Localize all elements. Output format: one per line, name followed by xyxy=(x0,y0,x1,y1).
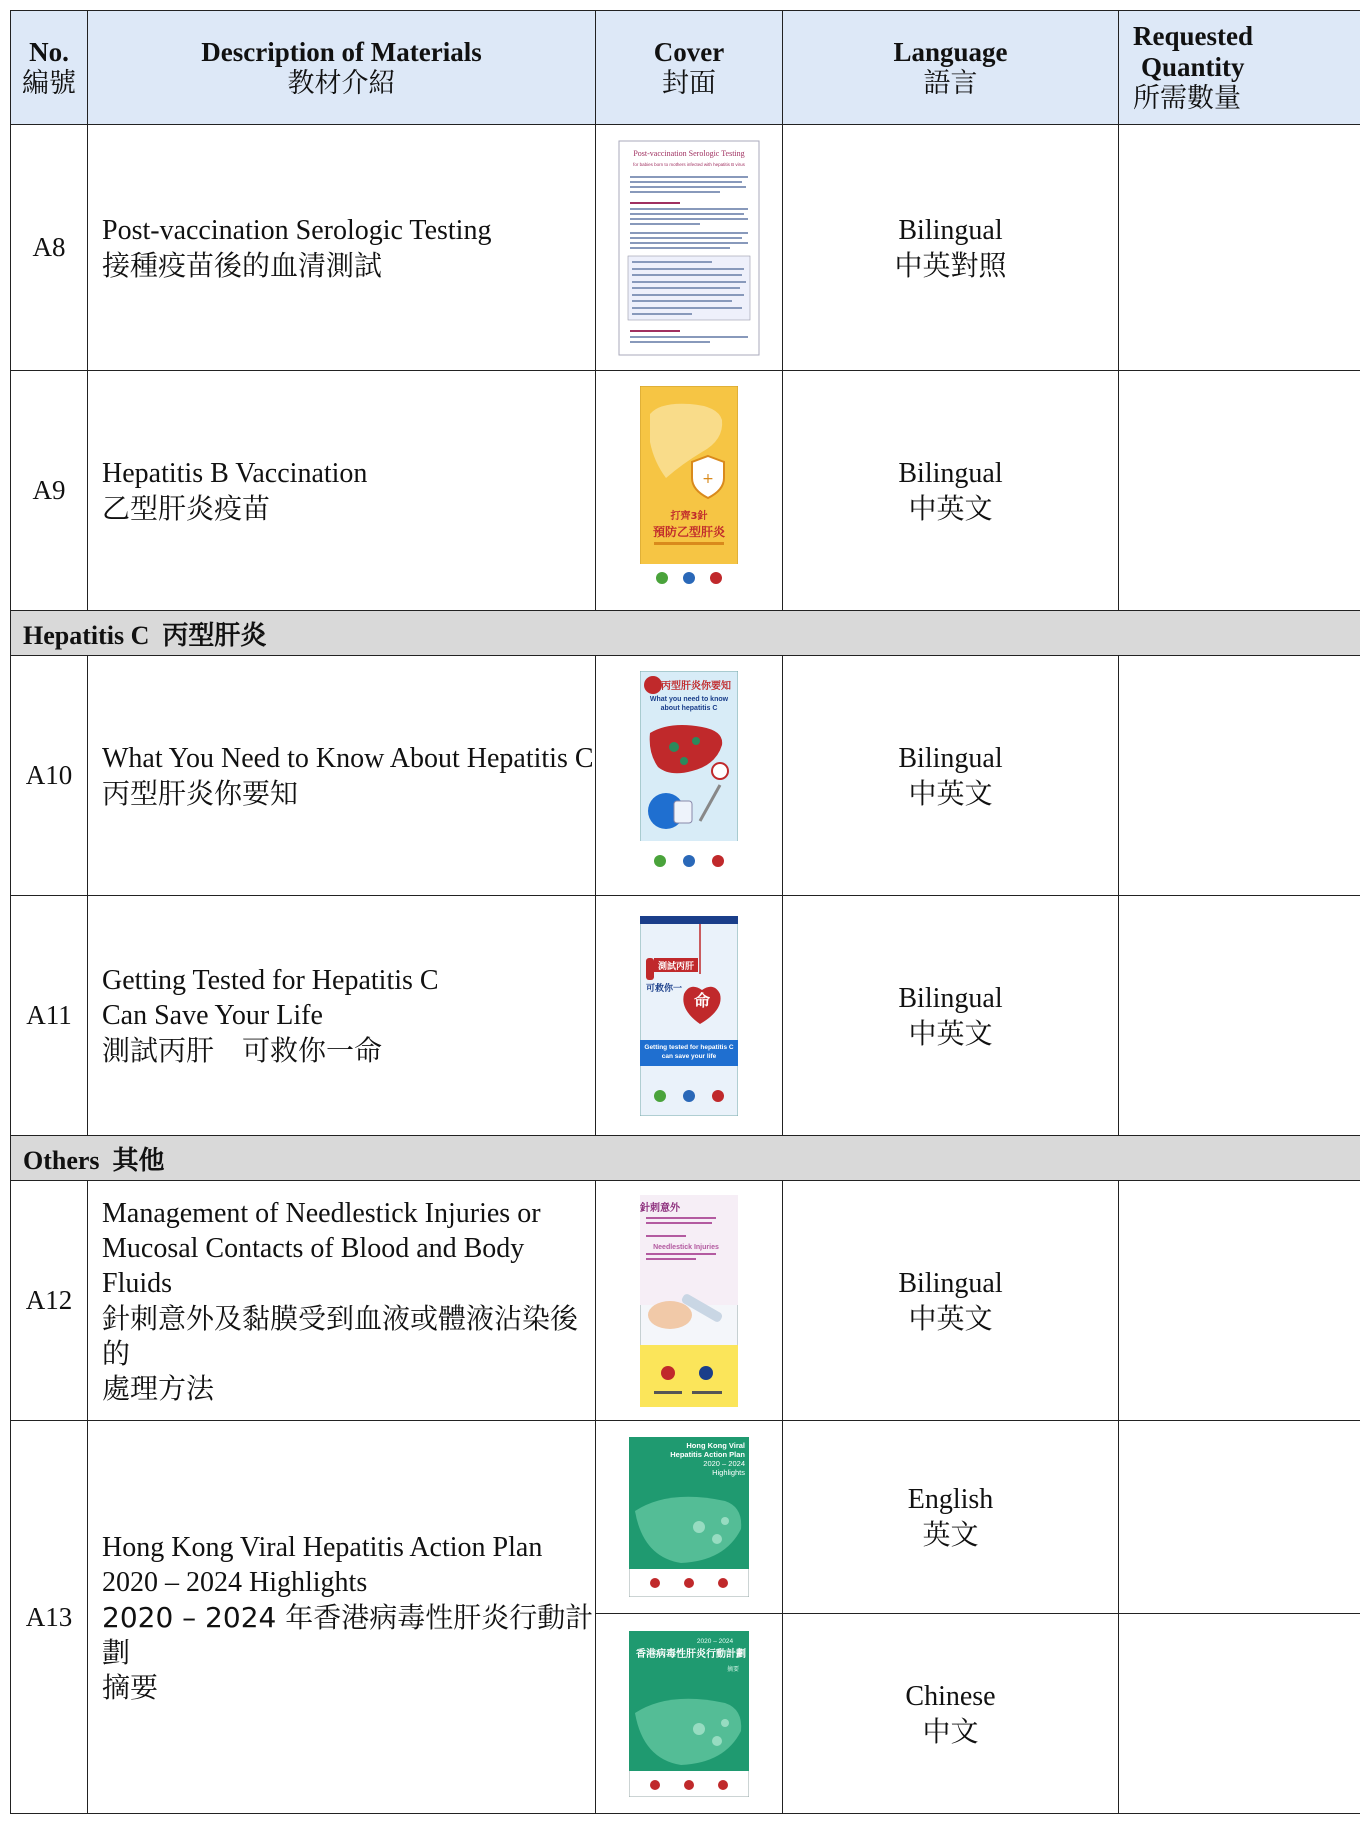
section-row-hepatitis-c xyxy=(11,611,1360,656)
cover-image-a12 xyxy=(640,1195,738,1407)
desc-line-en: Post-vaccination Serologic Testing xyxy=(102,214,492,246)
table-row-a13-english xyxy=(11,1421,1360,1614)
header-no-en: No. xyxy=(29,36,69,67)
header-no-zh: 編號 xyxy=(22,67,76,99)
cover-en-title: What you need to know about hepatitis C xyxy=(649,695,729,712)
header-desc-zh: 教材介紹 xyxy=(287,67,396,99)
desc-line-en: Management of Needlestick Injuries or xyxy=(102,1197,541,1229)
lang-zh: 中英文 xyxy=(908,1301,993,1335)
lang-zh: 中英對照 xyxy=(894,248,1007,282)
cover-zh-title: 香港病毒性肝炎行動計劃 xyxy=(636,1648,746,1660)
row-number: A11 xyxy=(11,896,88,1136)
row-number: A12 xyxy=(11,1181,88,1421)
quantity-input-a11[interactable] xyxy=(1119,896,1360,1136)
row-language xyxy=(783,656,1119,896)
row-language xyxy=(783,371,1119,611)
header-cover-zh: 封面 xyxy=(662,67,716,99)
materials-table xyxy=(10,10,1360,1814)
cover-zh-3: 命 xyxy=(693,990,711,1010)
header-lang-en: Language xyxy=(893,36,1008,67)
cover-zh-1: 測試丙肝 xyxy=(657,961,695,972)
quantity-input-a12[interactable] xyxy=(1119,1181,1360,1421)
cover-zh-2: 可救你一 xyxy=(645,983,683,994)
section-title-others xyxy=(11,1136,1360,1181)
header-no xyxy=(11,11,88,125)
header-language xyxy=(783,11,1119,125)
section-en: Others xyxy=(23,1145,100,1175)
header-quantity xyxy=(1119,11,1360,125)
row-language-english xyxy=(783,1421,1119,1614)
quantity-input-a9[interactable] xyxy=(1119,371,1360,611)
cover-image-a11 xyxy=(640,916,738,1116)
cover-zh-sub: 摘要 xyxy=(726,1665,740,1673)
lang-en: Bilingual xyxy=(898,982,1003,1014)
row-description xyxy=(88,656,596,896)
header-qty-en1: Requested xyxy=(1133,21,1253,51)
table-row-a8 xyxy=(11,125,1360,371)
desc-line-zh-2: 處理方法 xyxy=(102,1371,215,1405)
section-title-hepatitis-c xyxy=(11,611,1360,656)
row-cover xyxy=(596,125,783,371)
row-language xyxy=(783,125,1119,371)
section-zh: 丙型肝炎 xyxy=(162,620,267,651)
lang-zh: 中英文 xyxy=(908,1016,993,1050)
section-zh: 其他 xyxy=(112,1145,165,1176)
cover-subtitle: for babies born to mothers infected with hepatitis B virus xyxy=(633,161,745,167)
table-header-row xyxy=(11,11,1360,125)
cover-en-years: 2020 – 2024 xyxy=(703,1459,745,1468)
header-desc-en: Description of Materials xyxy=(201,36,482,67)
row-language-chinese xyxy=(783,1614,1119,1814)
desc-line-zh: 針刺意外及黏膜受到血液或體液沾染後的 xyxy=(102,1301,579,1370)
quantity-input-a8[interactable] xyxy=(1119,125,1360,371)
row-number: A8 xyxy=(11,125,88,371)
row-cover xyxy=(596,656,783,896)
desc-line-en: What You Need to Know About Hepatitis C xyxy=(102,742,594,774)
cover-zh-title: 丙型肝炎你要知 xyxy=(661,680,731,692)
cover-zh-years: 2020 – 2024 xyxy=(696,1637,734,1645)
lang-en: Bilingual xyxy=(898,1267,1003,1299)
cover-title: Post-vaccination Serologic Testing xyxy=(633,148,745,158)
row-cover xyxy=(596,371,783,611)
table-row-a10 xyxy=(11,656,1360,896)
desc-line-en-2: 2020 – 2024 Highlights xyxy=(102,1566,368,1598)
lang-zh: 中文 xyxy=(922,1714,979,1748)
cover-image-a9 xyxy=(640,386,738,596)
header-cover xyxy=(596,11,783,125)
table-row-a9 xyxy=(11,371,1360,611)
lang-en: Bilingual xyxy=(898,214,1003,246)
row-language xyxy=(783,896,1119,1136)
section-en: Hepatitis C xyxy=(23,620,150,650)
row-cover xyxy=(596,1181,783,1421)
row-description xyxy=(88,1421,596,1814)
desc-line-zh: 乙型肝炎疫苗 xyxy=(102,491,271,525)
lang-en: Bilingual xyxy=(898,457,1003,489)
cover-image-a8 xyxy=(618,140,760,356)
row-cover-english xyxy=(596,1421,783,1614)
quantity-input-a13-chinese[interactable] xyxy=(1119,1614,1360,1814)
desc-line-zh: 2020 – 2024 年香港病毒性肝炎行動計劃 xyxy=(102,1600,594,1669)
desc-line-zh-2: 摘要 xyxy=(102,1670,159,1704)
row-cover-chinese xyxy=(596,1614,783,1814)
header-description xyxy=(88,11,596,125)
cover-line1: 打齊3針 xyxy=(670,510,708,522)
header-qty-zh: 所需數量 xyxy=(1133,83,1241,114)
desc-line-en: Hong Kong Viral Hepatitis Action Plan xyxy=(102,1531,543,1563)
lang-zh: 中英文 xyxy=(908,776,993,810)
cover-en-sub: Highlights xyxy=(712,1468,745,1477)
materials-order-table-container xyxy=(10,10,1360,1821)
row-number: A10 xyxy=(11,656,88,896)
row-description xyxy=(88,125,596,371)
desc-line-zh: 接種疫苗後的血清測試 xyxy=(102,248,383,282)
lang-en: Bilingual xyxy=(898,742,1003,774)
desc-line-en-2: Can Save Your Life xyxy=(102,1000,323,1031)
row-number: A9 xyxy=(11,371,88,611)
row-cover xyxy=(596,896,783,1136)
quantity-input-a13-english[interactable] xyxy=(1119,1421,1360,1614)
desc-line-en-2: Mucosal Contacts of Blood and Body Fluids xyxy=(102,1232,525,1299)
desc-line-zh: 丙型肝炎你要知 xyxy=(102,776,299,810)
quantity-input-a10[interactable] xyxy=(1119,656,1360,896)
cover-en-title: Needlestick Injuries xyxy=(653,1243,719,1251)
section-row-others xyxy=(11,1136,1360,1181)
lang-en: Chinese xyxy=(905,1680,996,1712)
row-description xyxy=(88,896,596,1136)
cover-line2: 預防乙型肝炎 xyxy=(652,524,726,539)
row-description xyxy=(88,1181,596,1421)
cover-image-a13-chinese xyxy=(629,1631,749,1797)
row-number: A13 xyxy=(11,1421,88,1814)
desc-line-zh: 測試丙肝 可救你一命 xyxy=(102,1034,383,1067)
cover-en-title: Hong Kong Viral Hepatitis Action Plan xyxy=(670,1441,745,1459)
lang-en: English xyxy=(907,1484,994,1515)
table-row-a12 xyxy=(11,1181,1360,1421)
row-language xyxy=(783,1181,1119,1421)
cover-en-title: Getting tested for hepatitis C can save your life xyxy=(644,1043,734,1060)
row-description xyxy=(88,371,596,611)
header-cover-en: Cover xyxy=(653,36,725,67)
lang-zh: 中英文 xyxy=(908,491,993,525)
table-row-a11 xyxy=(11,896,1360,1136)
desc-line-en: Hepatitis B Vaccination xyxy=(102,457,368,489)
header-qty-en2: Quantity xyxy=(1141,52,1245,82)
cover-zh-title: 針刺意外 xyxy=(640,1202,680,1214)
desc-line-en: Getting Tested for Hepatitis C xyxy=(102,965,439,996)
cover-image-a13-english xyxy=(629,1437,749,1597)
header-lang-zh: 語言 xyxy=(923,67,978,99)
cover-image-a10 xyxy=(640,671,738,881)
lang-zh: 英文 xyxy=(922,1518,979,1551)
svg-text:+: + xyxy=(702,470,714,487)
